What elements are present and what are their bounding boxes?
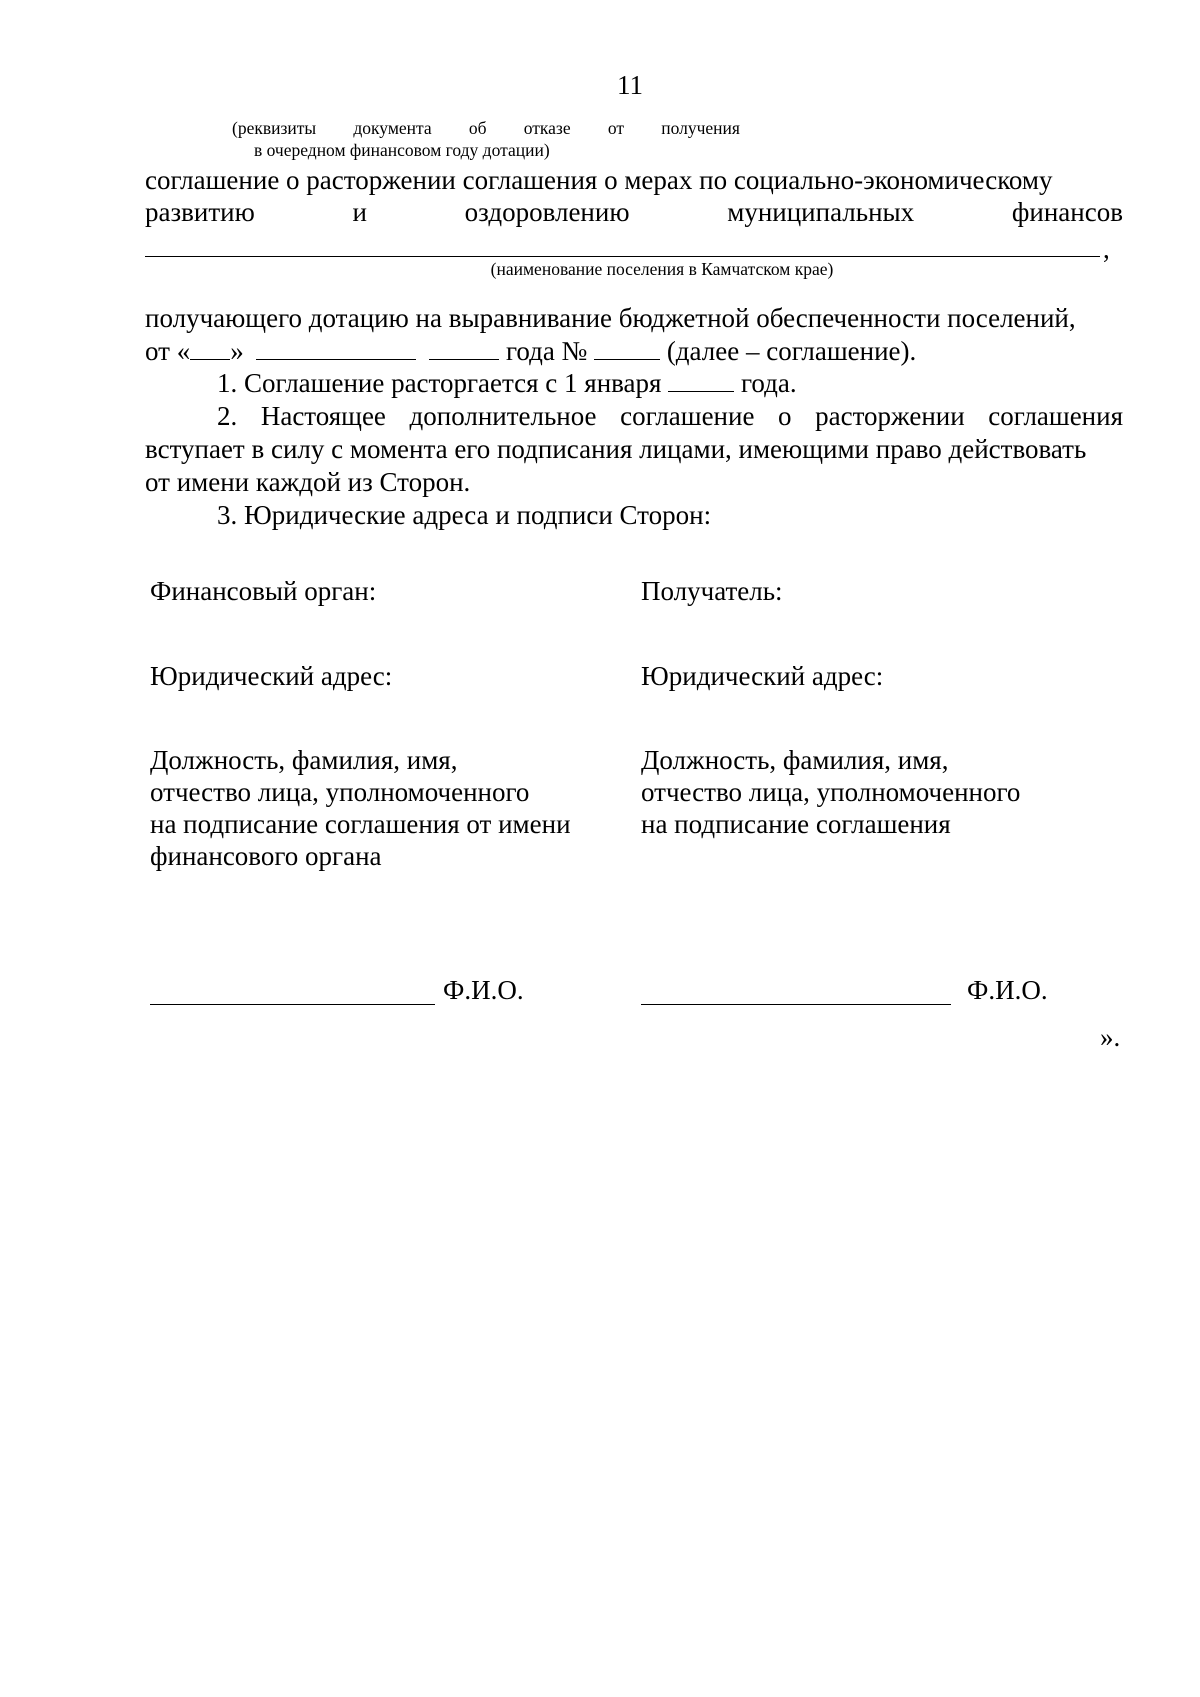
note-word: документа — [353, 118, 432, 138]
right-fio: Ф.И.О. — [967, 975, 1048, 1005]
clause-3: 3. Юридические адреса и подписи Сторон: — [217, 500, 712, 530]
intro-word: развитию — [145, 197, 255, 227]
left-party-position — [150, 744, 571, 872]
hereinafter-text: (далее – соглашение). — [666, 336, 917, 366]
left-fio: Ф.И.О. — [443, 975, 524, 1005]
note-word: получения — [661, 118, 740, 138]
clause-2-line-2: вступает в силу с момента его подписания лицами, имеющими право действовать — [145, 434, 1087, 464]
year-number-label: года № — [505, 336, 588, 366]
clause-1 — [217, 367, 797, 399]
clause-1-year-blank — [668, 369, 734, 392]
date-quote-close: » — [230, 336, 244, 366]
intro-word: муниципальных — [727, 197, 915, 227]
month-blank — [256, 337, 416, 360]
intro-line-4 — [145, 335, 916, 367]
left-position-line: отчество лица, уполномоченного — [150, 777, 530, 807]
left-position-line: финансового органа — [150, 841, 382, 871]
left-party-address: Юридический адрес: — [150, 661, 393, 691]
left-party-title: Финансовый орган: — [150, 576, 377, 606]
right-position-line: отчество лица, уполномоченного — [641, 777, 1021, 807]
page-number: 11 — [617, 70, 643, 100]
right-position-line: на подписание соглашения — [641, 809, 951, 839]
clause-2-line-3: от имени каждой из Сторон. — [145, 467, 471, 497]
intro-line-1: соглашение о расторжении соглашения о мерах по социально-экономическому — [145, 165, 1053, 195]
right-party-position — [641, 744, 1020, 840]
clause-2-line-1: 2. Настоящее дополнительное соглашение о расторжении соглашения — [217, 401, 1123, 431]
left-position-line: Должность, фамилия, имя, — [150, 745, 458, 775]
clause-1-text: 1. Соглашение расторгается с 1 января — [217, 368, 662, 398]
left-signature-line — [150, 1004, 435, 1005]
document-details-note — [232, 117, 740, 161]
right-party-address: Юридический адрес: — [641, 661, 884, 691]
day-blank — [190, 337, 230, 360]
closing-quote-mark: ». — [1100, 1022, 1121, 1052]
intro-word: оздоровлению — [464, 197, 630, 227]
settlement-name-note: (наименование поселения в Камчатском крае) — [490, 259, 834, 279]
settlement-name-line — [145, 256, 1100, 257]
left-position-line: на подписание соглашения от имени — [150, 809, 571, 839]
note-word: отказе — [523, 118, 571, 138]
note-word: об — [468, 118, 487, 138]
clause-1-end: года. — [740, 368, 797, 398]
right-signature-line — [641, 1004, 951, 1005]
right-party-title: Получатель: — [641, 576, 783, 606]
year-blank — [429, 337, 499, 360]
comma-mark: , — [1103, 234, 1110, 264]
note-word: (реквизиты — [232, 118, 317, 138]
intro-line-3: получающего дотацию на выравнивание бюджетной обеспеченности поселений, — [145, 303, 1076, 333]
intro-word: и — [352, 197, 367, 227]
note-word: от — [607, 118, 624, 138]
note-line-2: в очередном финансовом году дотации) — [254, 140, 550, 160]
right-position-line: Должность, фамилия, имя, — [641, 745, 949, 775]
intro-line-2 — [145, 196, 1123, 228]
note-line-1 — [232, 117, 740, 139]
date-prefix: от « — [145, 336, 191, 366]
number-blank — [594, 337, 660, 360]
intro-word: финансов — [1011, 197, 1123, 227]
